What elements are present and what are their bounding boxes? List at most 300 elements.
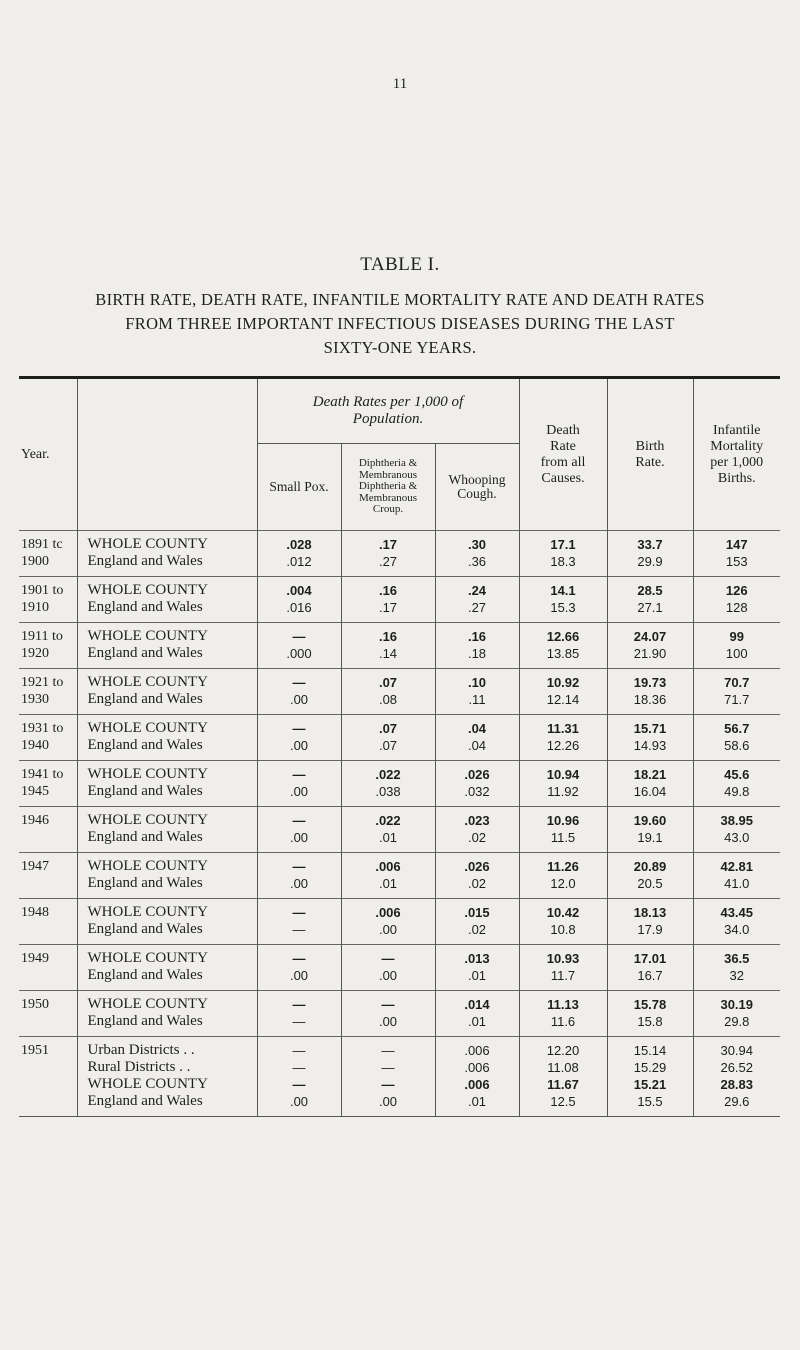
header-line: Causes. — [541, 470, 585, 486]
whooping-cough-cell-line: .02 — [467, 830, 487, 845]
area-cell — [77, 807, 257, 853]
table-row — [19, 623, 780, 669]
table-body — [19, 531, 780, 1117]
diphtheria-cell — [341, 623, 435, 669]
birth-rate-cell-line: 15.21 — [633, 1077, 667, 1092]
death-rate-cell-line: 14.1 — [550, 583, 576, 598]
small-pox-cell-line: .016 — [286, 600, 312, 615]
birth-rate-cell-line: 15.71 — [633, 721, 667, 736]
small-pox-cell — [257, 531, 341, 577]
whooping-cough-cell-line: .026 — [464, 859, 490, 874]
birth-rate-cell-line: 20.89 — [633, 859, 667, 874]
table-row — [19, 715, 780, 761]
small-pox-cell-line: — — [292, 721, 306, 736]
small-pox-cell-line: — — [292, 675, 306, 690]
year-cell — [19, 577, 77, 623]
infantile-mortality-cell-line: 29.8 — [724, 1014, 750, 1029]
infantile-mortality-cell-line: 32 — [729, 968, 744, 983]
death-rate-cell-line: 11.67 — [547, 1077, 579, 1092]
area-cell-line: WHOLE COUNTY — [87, 720, 208, 736]
infantile-mortality-header — [693, 379, 780, 531]
birth-rate-cell-line: 16.7 — [637, 968, 663, 983]
area-cell-line: WHOLE COUNTY — [87, 950, 208, 966]
infantile-mortality-cell — [693, 715, 780, 761]
year-cell-line: 1891 tc — [21, 537, 63, 552]
death-rate-cell — [519, 623, 607, 669]
infantile-mortality-cell — [693, 1037, 780, 1117]
small-pox-cell-line: — — [292, 1014, 306, 1029]
small-pox-cell — [257, 761, 341, 807]
diphtheria-cell-line: .01 — [378, 830, 398, 845]
table-row — [19, 531, 780, 577]
birth-rate-cell — [607, 761, 693, 807]
year-cell-line: 1930 — [21, 692, 49, 707]
birth-rate-cell-line: 24.07 — [633, 629, 667, 644]
year-cell-line: 1910 — [21, 600, 49, 615]
death-rate-cell — [519, 991, 607, 1037]
header-line: Diphtheria & — [358, 480, 418, 493]
birth-rate-cell-line: 15.14 — [633, 1043, 667, 1058]
year-cell-line: 1950 — [21, 997, 49, 1012]
diphtheria-cell — [341, 853, 435, 899]
header-line: Whooping — [448, 472, 506, 487]
diphtheria-cell-line: .14 — [378, 646, 398, 661]
birth-rate-cell — [607, 669, 693, 715]
small-pox-cell — [257, 853, 341, 899]
whooping-cough-cell-line: .01 — [467, 1014, 487, 1029]
table-row — [19, 761, 780, 807]
header-line: Death — [546, 422, 580, 438]
death-rate-cell — [519, 807, 607, 853]
infantile-mortality-cell — [693, 531, 780, 577]
death-rate-cell-line: 11.5 — [550, 830, 576, 845]
diphtheria-cell-line: — — [381, 1077, 395, 1092]
whooping-cough-cell — [435, 853, 519, 899]
diphtheria-cell-line: .00 — [378, 1094, 398, 1109]
table-row — [19, 991, 780, 1037]
birth-rate-header — [607, 379, 693, 531]
diphtheria-cell — [341, 761, 435, 807]
header-line: Membranous — [358, 491, 418, 504]
diphtheria-cell-line: .07 — [378, 675, 398, 690]
area-cell-line: WHOLE COUNTY — [87, 1076, 208, 1092]
header-line: Rate. — [635, 454, 665, 470]
small-pox-cell-line: .00 — [289, 830, 309, 845]
whooping-cough-cell-line: .10 — [467, 675, 487, 690]
diphtheria-cell — [341, 991, 435, 1037]
birth-rate-cell-line: 15.78 — [633, 997, 667, 1012]
heading-line: BIRTH RATE, DEATH RATE, INFANTILE MORTALITY RATE AND DEATH RATES — [95, 290, 705, 309]
death-rate-cell-line: 11.7 — [550, 968, 576, 983]
year-header: Year. — [21, 446, 50, 462]
year-cell-line: 1940 — [21, 738, 49, 753]
area-cell — [77, 761, 257, 807]
year-cell-line: 1920 — [21, 646, 49, 661]
small-pox-header: Small Pox. — [257, 444, 341, 531]
area-cell-line: England and Wales — [87, 553, 203, 569]
diphtheria-cell — [341, 807, 435, 853]
death-rate-cell — [519, 1037, 607, 1117]
whooping-cough-cell-line: .015 — [464, 905, 490, 920]
area-cell-line: England and Wales — [87, 783, 203, 799]
death-rate-cell-line: 11.26 — [547, 859, 579, 874]
infantile-mortality-cell-line: 42.81 — [720, 859, 754, 874]
birth-rate-cell-line: 19.73 — [633, 675, 667, 690]
table-row — [19, 577, 780, 623]
whooping-cough-cell — [435, 899, 519, 945]
whooping-cough-cell-line: .014 — [464, 997, 490, 1012]
diphtheria-cell — [341, 669, 435, 715]
table-bottom-rule — [19, 1116, 780, 1117]
whooping-cough-cell-line: .006 — [464, 1043, 490, 1058]
diphtheria-cell — [341, 945, 435, 991]
header-line: Diphtheria & — [358, 457, 418, 470]
year-cell — [19, 853, 77, 899]
death-rate-cell-line: 11.13 — [547, 997, 579, 1012]
infantile-mortality-cell-line: 43.0 — [724, 830, 750, 845]
small-pox-cell — [257, 991, 341, 1037]
area-cell-line: England and Wales — [87, 921, 203, 937]
death-rate-cell-line: 12.20 — [546, 1043, 580, 1058]
diphtheria-cell — [341, 1037, 435, 1117]
infantile-mortality-cell-line: 26.52 — [720, 1060, 754, 1075]
year-cell-line — [21, 1059, 77, 1076]
birth-rate-cell — [607, 577, 693, 623]
small-pox-cell-line: .00 — [289, 968, 309, 983]
whooping-cough-cell-line: .02 — [467, 876, 487, 891]
year-cell-line — [21, 1076, 77, 1093]
year-cell-line: 1911 to — [21, 629, 63, 644]
birth-rate-cell-line: 28.5 — [637, 583, 663, 598]
table-heading — [14, 288, 786, 360]
table-row — [19, 807, 780, 853]
whooping-cough-cell — [435, 715, 519, 761]
small-pox-cell-line: .00 — [289, 876, 309, 891]
diphtheria-cell-line: — — [381, 951, 395, 966]
area-cell-line: WHOLE COUNTY — [87, 766, 208, 782]
area-cell-line: WHOLE COUNTY — [87, 536, 208, 552]
birth-rate-cell-line: 27.1 — [637, 600, 663, 615]
whooping-cough-cell-line: .006 — [464, 1077, 490, 1092]
diphtheria-cell-line: .00 — [378, 1014, 398, 1029]
year-cell-line — [21, 967, 77, 984]
whooping-cough-cell-line: .032 — [464, 784, 490, 799]
diphtheria-cell-line: .038 — [375, 784, 401, 799]
header-line: per 1,000 — [710, 454, 764, 470]
diphtheria-cell-line: .07 — [378, 738, 398, 753]
area-cell — [77, 1037, 257, 1117]
year-cell-line: 1901 to — [21, 583, 64, 598]
whooping-cough-cell — [435, 623, 519, 669]
year-cell-line — [21, 875, 77, 892]
header-line: Rate — [550, 438, 576, 454]
year-cell — [19, 531, 77, 577]
death-rate-cell-line: 10.94 — [546, 767, 580, 782]
group-header-line: Population. — [352, 411, 424, 427]
birth-rate-cell-line: 19.60 — [633, 813, 667, 828]
diphtheria-cell — [341, 531, 435, 577]
year-cell — [19, 807, 77, 853]
whooping-cough-cell-line: .24 — [467, 583, 487, 598]
birth-rate-cell-line: 15.29 — [633, 1060, 667, 1075]
area-cell-line: England and Wales — [87, 829, 203, 845]
area-cell — [77, 899, 257, 945]
year-cell — [19, 669, 77, 715]
small-pox-cell — [257, 1037, 341, 1117]
whooping-cough-cell-line: .02 — [467, 922, 487, 937]
diphtheria-cell-line: .006 — [375, 905, 401, 920]
year-cell-line — [21, 1093, 77, 1110]
page-number: 11 — [392, 76, 408, 92]
birth-rate-cell — [607, 807, 693, 853]
whooping-cough-cell — [435, 577, 519, 623]
whooping-cough-cell-line: .18 — [467, 646, 487, 661]
infantile-mortality-cell — [693, 991, 780, 1037]
death-rate-cell-line: 10.92 — [546, 675, 580, 690]
infantile-mortality-cell — [693, 899, 780, 945]
area-cell-line: England and Wales — [87, 1093, 203, 1109]
death-rate-cell-line: 10.8 — [550, 922, 576, 937]
table-row — [19, 669, 780, 715]
small-pox-cell-line: .00 — [289, 738, 309, 753]
diphtheria-header — [341, 444, 435, 531]
diphtheria-cell-line: .00 — [378, 922, 398, 937]
table-title: TABLE I. — [360, 254, 440, 275]
year-cell-line: 1946 — [21, 813, 49, 828]
diphtheria-cell — [341, 899, 435, 945]
infantile-mortality-cell-line: 41.0 — [724, 876, 750, 891]
diphtheria-cell-line: .01 — [378, 876, 398, 891]
table-row — [19, 899, 780, 945]
infantile-mortality-cell — [693, 761, 780, 807]
death-rate-cell-line: 10.93 — [546, 951, 580, 966]
birth-rate-cell — [607, 623, 693, 669]
year-cell-line: 1900 — [21, 554, 49, 569]
infantile-mortality-cell — [693, 853, 780, 899]
death-rate-cell-line: 11.31 — [547, 721, 579, 736]
death-rate-cell-line: 12.5 — [550, 1094, 576, 1109]
death-rate-cell — [519, 761, 607, 807]
death-rate-cell — [519, 715, 607, 761]
year-cell-line — [21, 829, 77, 846]
death-rate-cell-line: 12.66 — [546, 629, 580, 644]
death-rate-cell — [519, 853, 607, 899]
death-rate-cell — [519, 531, 607, 577]
whooping-cough-cell-line: .27 — [467, 600, 487, 615]
infantile-mortality-cell-line: 56.7 — [724, 721, 750, 736]
whooping-cough-cell — [435, 807, 519, 853]
infantile-mortality-cell-line: 70.7 — [724, 675, 750, 690]
year-cell-line — [21, 921, 77, 938]
birth-rate-cell — [607, 991, 693, 1037]
diphtheria-cell — [341, 577, 435, 623]
small-pox-cell-line: .028 — [286, 537, 312, 552]
header-line: Births. — [717, 470, 756, 486]
diphtheria-cell-line: .27 — [378, 554, 398, 569]
death-rate-cell-line: 17.1 — [550, 537, 576, 552]
small-pox-cell-line: — — [292, 905, 306, 920]
birth-rate-cell-line: 29.9 — [637, 554, 663, 569]
diphtheria-cell-line: — — [381, 997, 395, 1012]
area-cell-line: Urban Districts . . — [87, 1042, 195, 1058]
year-cell — [19, 715, 77, 761]
death-rate-cell-line: 13.85 — [546, 646, 580, 661]
infantile-mortality-cell-line: 71.7 — [724, 692, 750, 707]
death-rate-cell — [519, 899, 607, 945]
infantile-mortality-cell-line: 58.6 — [724, 738, 750, 753]
small-pox-cell-line: .00 — [289, 784, 309, 799]
diphtheria-cell-line: .17 — [378, 600, 398, 615]
small-pox-cell-line: .000 — [286, 646, 312, 661]
small-pox-cell-line: .00 — [289, 1094, 309, 1109]
diphtheria-cell-line: .006 — [375, 859, 401, 874]
death-rate-cell-line: 10.96 — [546, 813, 580, 828]
area-cell-line: England and Wales — [87, 691, 203, 707]
diphtheria-cell-line: .07 — [378, 721, 398, 736]
death-rate-cell — [519, 577, 607, 623]
diphtheria-cell-line: .022 — [375, 813, 401, 828]
heading-line: SIXTY-ONE YEARS. — [323, 338, 477, 357]
infantile-mortality-cell-line: 45.6 — [724, 767, 750, 782]
infantile-mortality-cell-line: 99 — [729, 629, 744, 644]
small-pox-cell — [257, 623, 341, 669]
header-line: Infantile — [713, 422, 761, 438]
infantile-mortality-cell — [693, 945, 780, 991]
diphtheria-cell-line: — — [381, 1043, 395, 1058]
header-line: from all — [540, 454, 586, 470]
small-pox-cell-line: .00 — [289, 692, 309, 707]
area-cell — [77, 853, 257, 899]
infantile-mortality-cell — [693, 623, 780, 669]
group-header-line: Death Rates per 1,000 of — [312, 394, 464, 410]
header-line: Croup. — [372, 503, 404, 516]
small-pox-cell-line: — — [292, 1077, 306, 1092]
infantile-mortality-cell-line: 126 — [725, 583, 748, 598]
whooping-cough-cell — [435, 945, 519, 991]
whooping-cough-header — [435, 444, 519, 531]
header-line: Cough. — [457, 486, 497, 501]
small-pox-cell-line: — — [292, 997, 306, 1012]
area-cell-line: WHOLE COUNTY — [87, 858, 208, 874]
year-cell-line: 1947 — [21, 859, 49, 874]
area-cell — [77, 623, 257, 669]
year-cell — [19, 623, 77, 669]
whooping-cough-cell-line: .006 — [464, 1060, 490, 1075]
death-rate-cell-line: 11.92 — [547, 784, 579, 799]
whooping-cough-cell-line: .30 — [467, 537, 487, 552]
birth-rate-cell-line: 14.93 — [633, 738, 667, 753]
birth-rate-cell-line: 18.13 — [633, 905, 667, 920]
birth-rate-cell-line: 33.7 — [637, 537, 663, 552]
diphtheria-cell-line: .16 — [378, 583, 398, 598]
whooping-cough-cell-line: .01 — [467, 1094, 487, 1109]
area-cell-line: England and Wales — [87, 737, 203, 753]
death-rate-header — [519, 379, 607, 531]
birth-rate-cell-line: 17.9 — [637, 922, 663, 937]
diphtheria-cell — [341, 715, 435, 761]
area-cell-line: WHOLE COUNTY — [87, 582, 208, 598]
year-cell-line: 1949 — [21, 951, 49, 966]
whooping-cough-cell-line: .01 — [467, 968, 487, 983]
area-cell — [77, 991, 257, 1037]
diphtheria-cell-line: .00 — [378, 968, 398, 983]
area-cell-line: England and Wales — [87, 875, 203, 891]
area-cell-line: WHOLE COUNTY — [87, 812, 208, 828]
table-row — [19, 1037, 780, 1117]
statistics-table-wrap — [19, 376, 780, 1117]
year-cell-line: 1948 — [21, 905, 49, 920]
whooping-cough-cell-line: .026 — [464, 767, 490, 782]
death-rate-cell-line: 18.3 — [550, 554, 576, 569]
area-cell-line: England and Wales — [87, 645, 203, 661]
small-pox-cell-line: .012 — [286, 554, 312, 569]
area-cell — [77, 531, 257, 577]
area-cell-line: England and Wales — [87, 1013, 203, 1029]
diphtheria-cell-line: .16 — [378, 629, 398, 644]
birth-rate-cell — [607, 715, 693, 761]
whooping-cough-cell-line: .16 — [467, 629, 487, 644]
birth-rate-cell-line: 18.21 — [633, 767, 667, 782]
area-cell — [77, 715, 257, 761]
year-cell — [19, 1037, 77, 1117]
diphtheria-cell-line: — — [381, 1060, 395, 1075]
area-cell-line: England and Wales — [87, 967, 203, 983]
year-cell-line: 1931 to — [21, 721, 64, 736]
whooping-cough-cell — [435, 669, 519, 715]
year-cell-line: 1945 — [21, 784, 49, 799]
whooping-cough-cell-line: .11 — [468, 692, 486, 707]
header-line: Mortality — [710, 438, 764, 454]
infantile-mortality-cell-line: 30.94 — [720, 1043, 754, 1058]
small-pox-cell-line: .004 — [286, 583, 312, 598]
infantile-mortality-cell-line: 28.83 — [720, 1077, 754, 1092]
small-pox-cell — [257, 669, 341, 715]
small-pox-cell-line: — — [292, 1043, 306, 1058]
infantile-mortality-cell-line: 34.0 — [724, 922, 750, 937]
whooping-cough-cell-line: .04 — [467, 721, 487, 736]
table-row — [19, 945, 780, 991]
year-cell — [19, 899, 77, 945]
year-cell-line: 1921 to — [21, 675, 64, 690]
year-cell-line — [21, 1013, 77, 1030]
whooping-cough-cell-line: .36 — [467, 554, 487, 569]
area-cell-line: England and Wales — [87, 599, 203, 615]
birth-rate-cell-line: 21.90 — [633, 646, 667, 661]
birth-rate-cell-line: 20.5 — [637, 876, 663, 891]
header-line: Birth — [635, 438, 665, 454]
death-rate-cell-line: 12.26 — [546, 738, 580, 753]
small-pox-cell-line: — — [292, 813, 306, 828]
birth-rate-cell-line: 19.1 — [637, 830, 663, 845]
death-rate-cell-line: 11.08 — [547, 1060, 579, 1075]
heading-line: FROM THREE IMPORTANT INFECTIOUS DISEASES DURING THE LAST — [125, 314, 675, 333]
birth-rate-cell-line: 18.36 — [633, 692, 667, 707]
small-pox-cell-line: — — [292, 1060, 306, 1075]
area-cell — [77, 577, 257, 623]
death-rate-cell-line: 10.42 — [546, 905, 580, 920]
area-cell — [77, 669, 257, 715]
small-pox-cell — [257, 577, 341, 623]
area-cell-line: WHOLE COUNTY — [87, 674, 208, 690]
infantile-mortality-cell-line: 43.45 — [720, 905, 754, 920]
small-pox-cell-line: — — [292, 951, 306, 966]
diphtheria-cell-line: .08 — [378, 692, 398, 707]
whooping-cough-cell — [435, 1037, 519, 1117]
infantile-mortality-cell — [693, 577, 780, 623]
infantile-mortality-cell-line: 49.8 — [724, 784, 750, 799]
infantile-mortality-cell-line: 36.5 — [724, 951, 750, 966]
whooping-cough-cell-line: .013 — [464, 951, 490, 966]
